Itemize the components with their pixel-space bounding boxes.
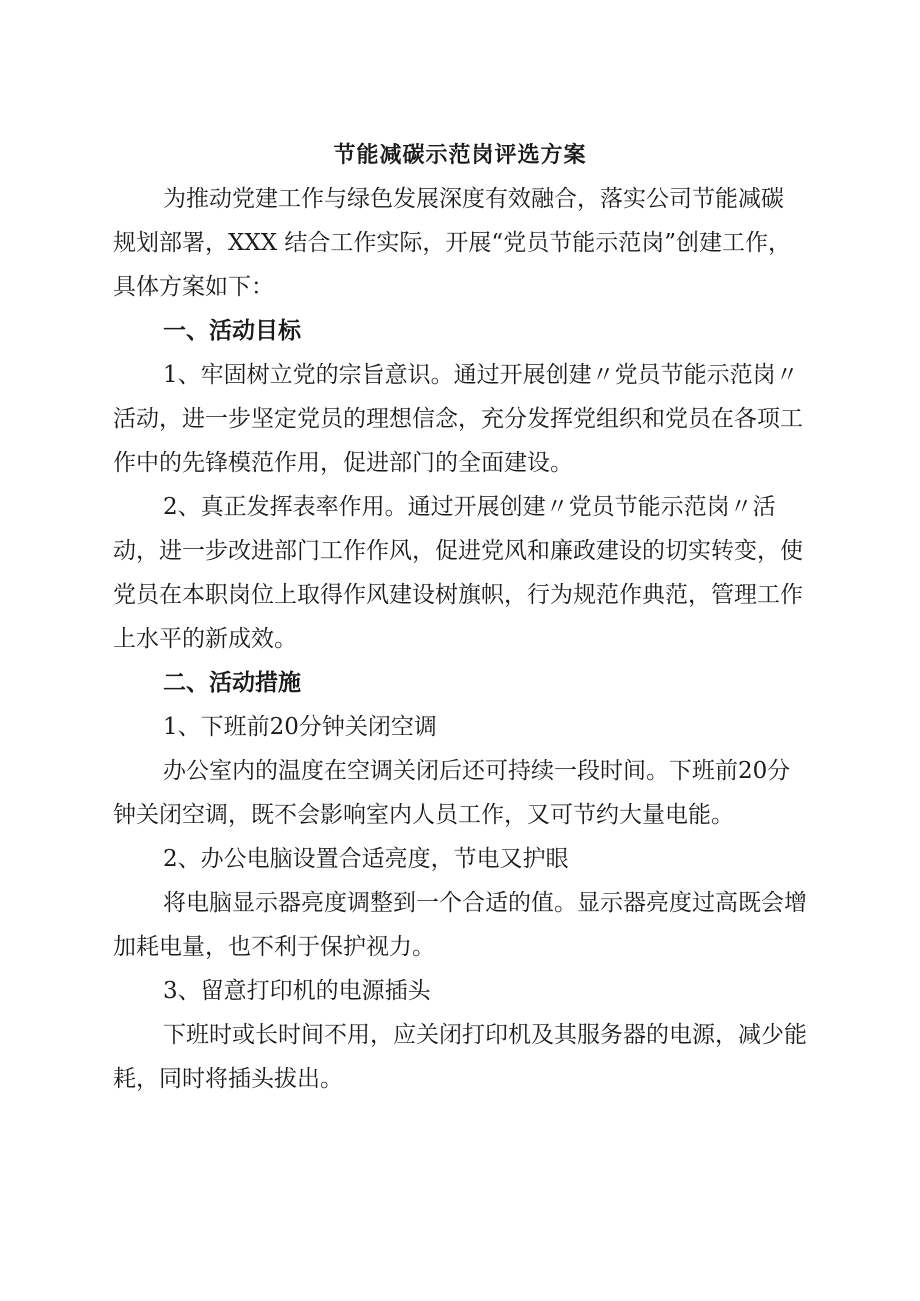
measure-3-line-2: 耗，同时将插头拔出。 <box>113 1066 343 1092</box>
measure-2-line-2: 加耗电量，也不利于保护视力。 <box>113 934 435 960</box>
goal-1-line-1: 1、牢固树立党的宗旨意识。通过开展创建〃党员节能示范岗〃 <box>163 362 799 388</box>
measure-1-line-2: 钟关闭空调，既不会影响室内人员工作，又可节约大量电能。 <box>113 802 734 828</box>
intro-line-3: 具体方案如下： <box>113 274 274 300</box>
measure-2-title: 2、办公电脑设置合适亮度，节电又护眼 <box>163 846 569 872</box>
goal-2-line-3: 党员在本职岗位上取得作风建设树旗帜，行为规范作典范，管理工作 <box>113 582 803 608</box>
measure-1-line-1: 办公室内的温度在空调关闭后还可持续一段时间。下班前20分 <box>163 758 791 784</box>
measure-1-title: 1、下班前20分钟关闭空调 <box>163 714 437 740</box>
intro-line-2: 规划部署，XXX 结合工作实际，开展“党员节能示范岗”创建工作， <box>113 230 791 256</box>
goal-2-line-1: 2、真正发挥表率作用。通过开展创建〃党员节能示范岗〃活 <box>163 494 776 520</box>
goal-2-line-2: 动，进一步改进部门工作作风，促进党风和廉政建设的切实转变，使 <box>113 538 803 564</box>
measure-3-title: 3、留意打印机的电源插头 <box>163 978 431 1004</box>
measure-3-line-1: 下班时或长时间不用，应关闭打印机及其服务器的电源，减少能 <box>163 1022 807 1048</box>
goal-1-line-2: 活动，进一步坚定党员的理想信念，充分发挥党组织和党员在各项工 <box>113 406 803 432</box>
measure-2-line-1: 将电脑显示器亮度调整到一个合适的值。显示器亮度过高既会增 <box>163 890 807 916</box>
document-title: 节能减碳示范岗评选方案 <box>333 142 587 168</box>
goal-2-line-4: 上水平的新成效。 <box>113 626 297 652</box>
goal-1-line-3: 作中的先锋模范作用，促进部门的全面建设。 <box>113 450 573 476</box>
section-heading-goals: 一、活动目标 <box>163 318 301 344</box>
intro-line-1: 为推动党建工作与绿色发展深度有效融合，落实公司节能减碳 <box>163 186 784 212</box>
section-heading-measures: 二、活动措施 <box>163 670 301 696</box>
